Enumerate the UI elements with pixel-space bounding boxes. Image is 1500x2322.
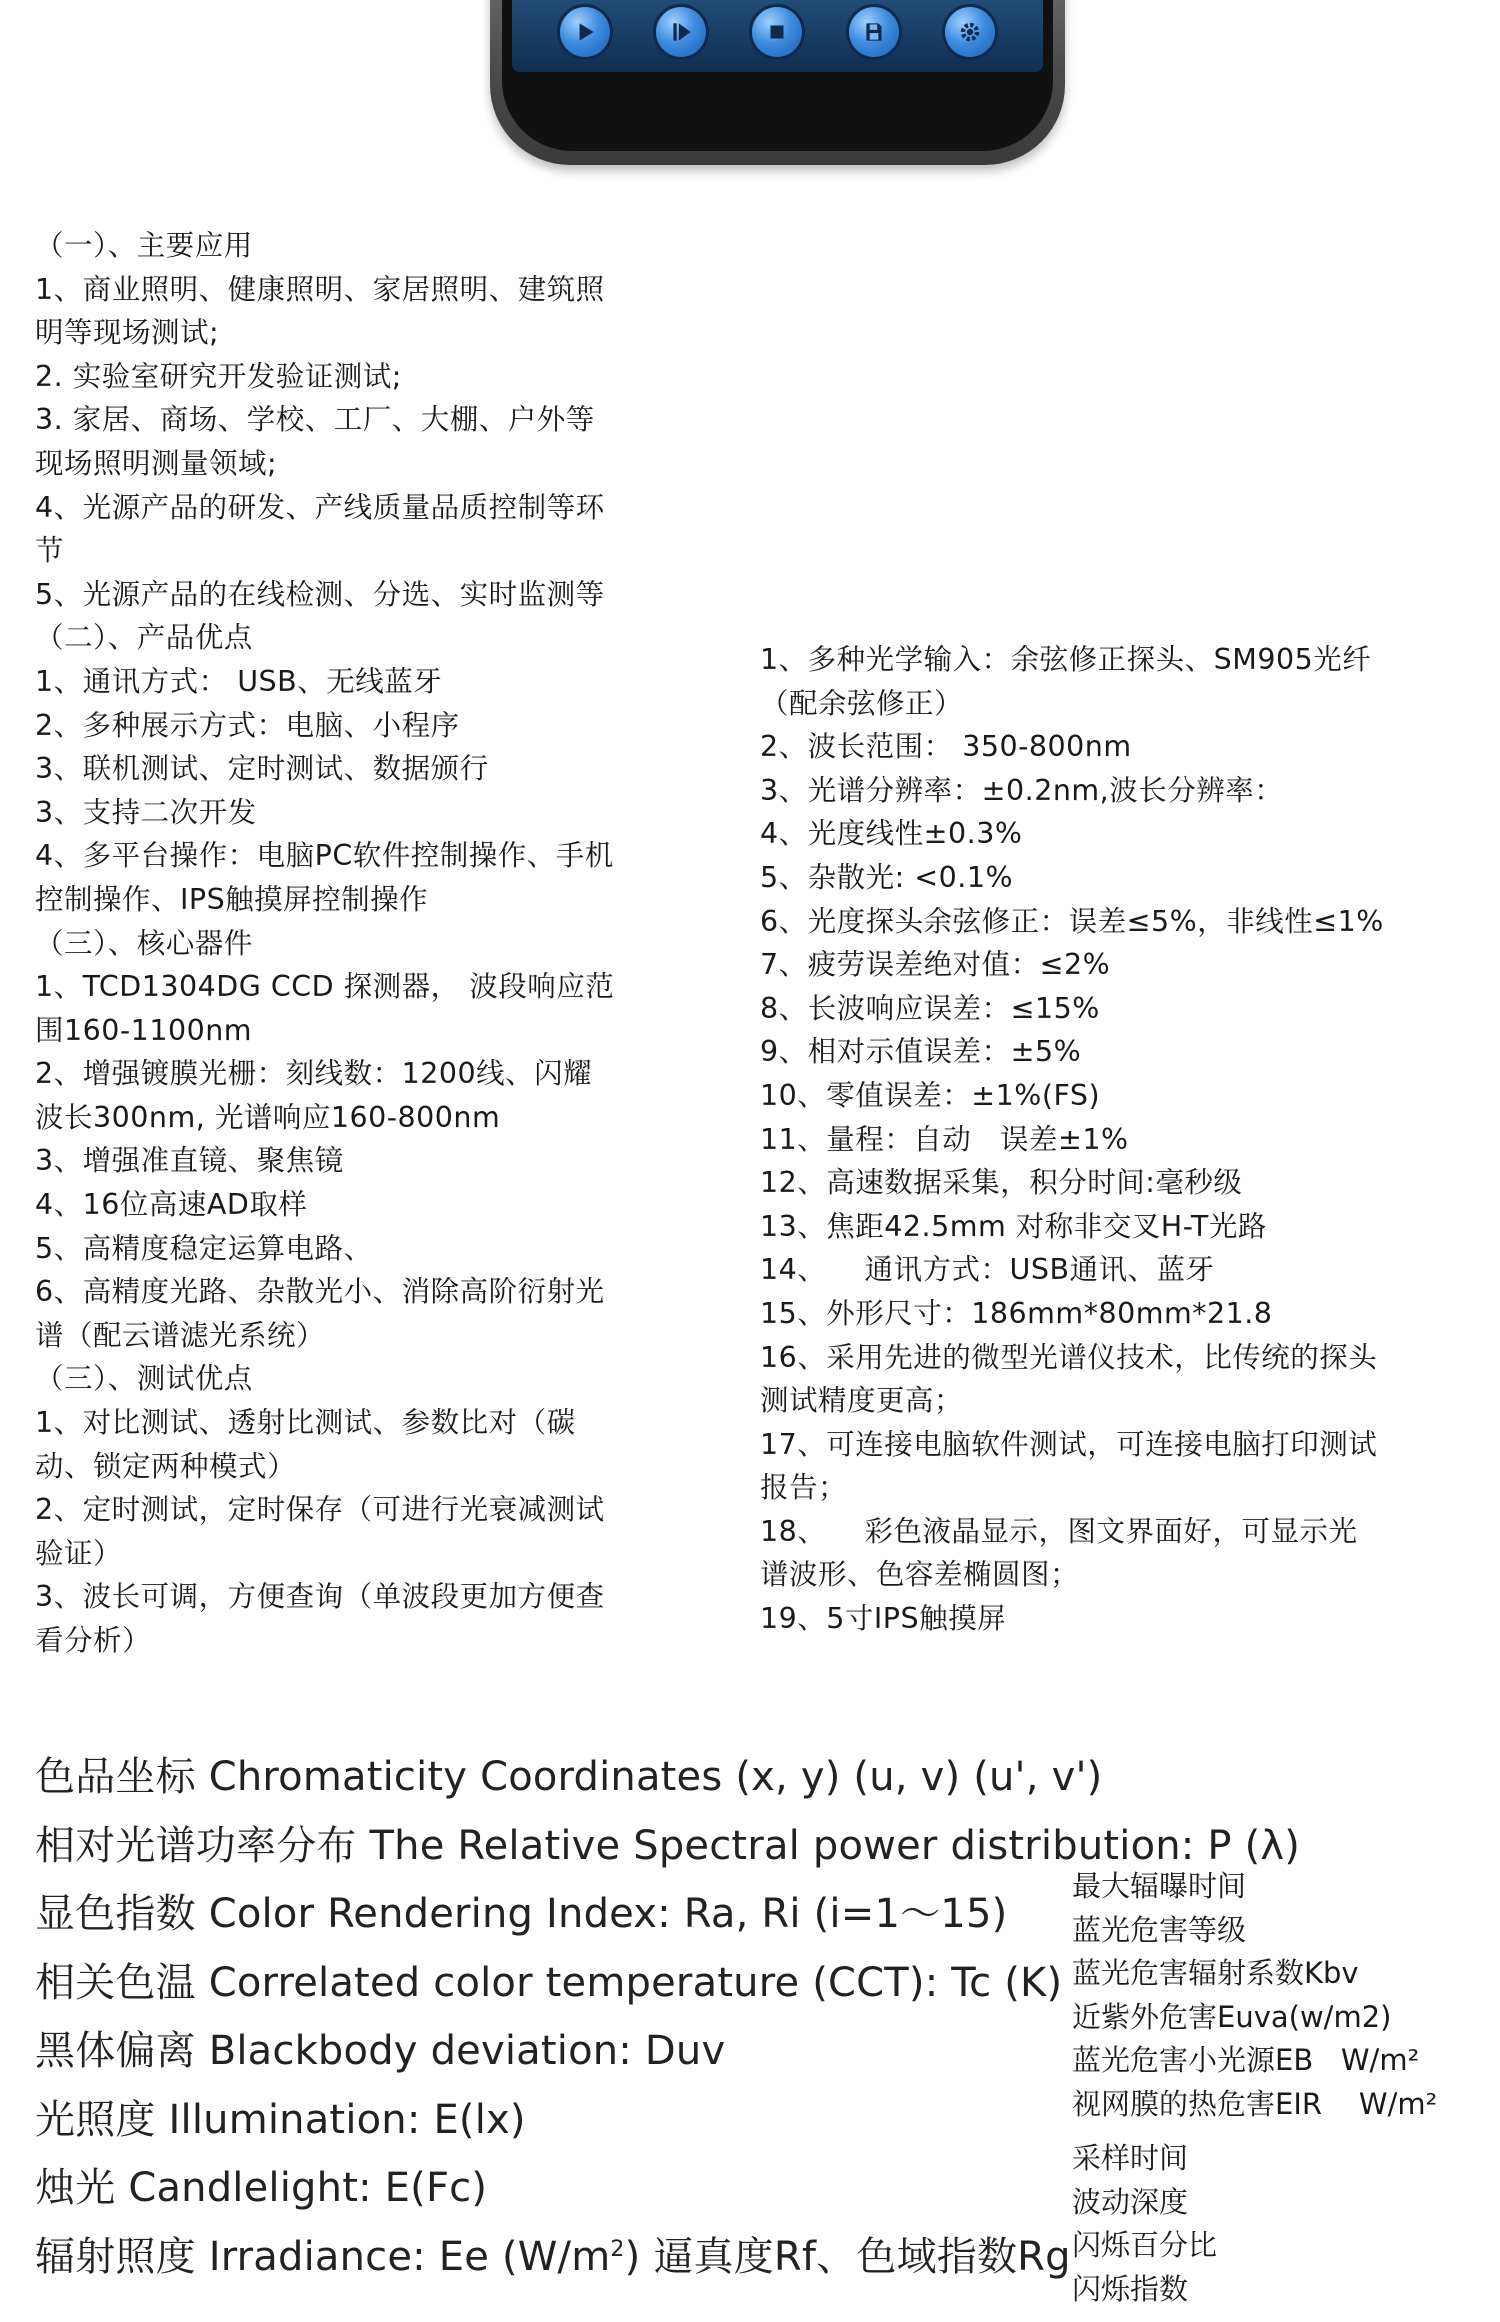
text-line: 1、TCD1304DG CCD 探测器， 波段响应范 xyxy=(35,970,615,1004)
text-line: 报告； xyxy=(760,1471,848,1505)
text-line: 看分析） xyxy=(35,1624,152,1657)
flicker-parameters-list xyxy=(1072,2137,1482,2311)
parameter-line: 烛光 Candlelight: E(Fc) xyxy=(35,2165,488,2211)
side-item: 闪烁百分比 xyxy=(1072,2228,1218,2263)
settings-gear-icon[interactable] xyxy=(942,4,998,60)
text-line: 2. 实验室研究开发验证测试; xyxy=(35,359,402,393)
text-line: 9、相对示值误差：±5% xyxy=(760,1035,1082,1069)
text-line: 3、波长可调，方便查询（单波段更加方便查 xyxy=(35,1580,605,1614)
parameter-line: 光照度 Illumination: E(lx) xyxy=(35,2096,526,2143)
device-screen xyxy=(512,0,1043,72)
text-line: 谱波形、色容差椭圆图； xyxy=(760,1558,1080,1592)
text-line: 6、高精度光路、杂散光小、消除高阶衍射光 xyxy=(35,1275,605,1309)
text-line: 1、对比测试、透射比测试、参数比对（碳 xyxy=(35,1406,576,1440)
parameter-line: 黑体偏离 Blackbody deviation: Duv xyxy=(35,2028,726,2074)
text-line: 1、通讯方式： USB、无线蓝牙 xyxy=(35,664,443,698)
text-line: （一）、主要应用 xyxy=(35,229,253,262)
text-line: 1、多种光学输入：余弦修正探头、SM905光纤 xyxy=(760,643,1372,676)
text-line: 明等现场测试; xyxy=(35,316,220,350)
parameter-line: 显色指数 Color Rendering Index: Ra, Ri (i=1～15) xyxy=(35,1891,1008,1937)
text-line: 5、杂散光: <0.1% xyxy=(760,860,1014,894)
text-line: 4、多平台操作：电脑PC软件控制操作、手机 xyxy=(35,839,614,873)
text-line: 3. 家居、商场、学校、工厂、大棚、户外等 xyxy=(35,403,595,437)
step-play-icon[interactable] xyxy=(653,4,709,60)
text-line: 3、光谱分辨率：±0.2nm,波长分辨率： xyxy=(760,773,1284,807)
parameter-line: 色品坐标 Chromaticity Coordinates (x, y) (u, v) (u', v') xyxy=(35,1754,1103,1800)
side-item: 蓝光危害小光源EB W/m² xyxy=(1072,2043,1420,2078)
text-line: 3、增强准直镜、聚焦镜 xyxy=(35,1144,344,1178)
side-item: 波动深度 xyxy=(1072,2184,1189,2219)
text-line: 测试精度更高； xyxy=(760,1384,964,1418)
text-line: 控制操作、IPS触摸屏控制操作 xyxy=(35,882,429,916)
blue-light-hazard-list xyxy=(1072,1865,1482,2127)
text-line: 11、量程：自动 误差±1% xyxy=(760,1122,1129,1156)
parameter-line: 相关色温 Correlated color temperature (CCT): Tc (K) xyxy=(35,1959,1063,2006)
text-line: （配余弦修正） xyxy=(760,686,964,720)
irradiance-prefix: 辐射照度 Irradiance: Ee (W/m xyxy=(35,2233,611,2280)
device-control-row xyxy=(512,4,1043,60)
text-line: 2、多种展示方式：电脑、小程序 xyxy=(35,708,460,742)
text-line: 18、 彩色液晶显示，图文界面好，可显示光 xyxy=(760,1514,1358,1548)
parameter-line: 相对光谱功率分布 The Relative Spectral power distribution: P (λ) xyxy=(35,1822,1301,1869)
side-item: 近紫外危害Euva(w/m2) xyxy=(1072,1999,1392,2034)
text-line: 2、定时测试，定时保存（可进行光衰减测试 xyxy=(35,1493,605,1527)
text-line: 谱（配云谱滤光系统） xyxy=(35,1318,326,1352)
text-line: 4、光度线性±0.3% xyxy=(760,817,1023,851)
save-icon[interactable] xyxy=(846,4,902,60)
specifications-right-column xyxy=(760,638,1475,1641)
text-line: 围160-1100nm xyxy=(35,1013,253,1047)
text-line: 3、联机测试、定时测试、数据颁行 xyxy=(35,752,489,786)
side-item: 采样时间 xyxy=(1072,2141,1189,2175)
side-item: 最大辐曝时间 xyxy=(1072,1869,1247,1903)
stop-icon[interactable] xyxy=(749,4,805,60)
side-item: 蓝光危害等级 xyxy=(1072,1912,1247,1947)
text-line: 2、波长范围： 350-800nm xyxy=(760,730,1132,764)
text-line: 现场照明测量领域; xyxy=(35,446,278,480)
side-item: 闪烁指数 xyxy=(1072,2271,1189,2306)
text-line: （三）、测试优点 xyxy=(35,1362,253,1396)
text-line: 波长300nm, 光谱响应160-800nm xyxy=(35,1100,501,1134)
features-left-column xyxy=(35,224,695,1663)
text-line: 节 xyxy=(35,534,65,568)
text-line: 6、光度探头余弦修正：误差≤5%，非线性≤1% xyxy=(760,904,1384,938)
text-line: 验证） xyxy=(35,1536,123,1570)
text-line: 动、锁定两种模式） xyxy=(35,1449,297,1483)
text-line: 12、高速数据采集，积分时间:毫秒级 xyxy=(760,1166,1243,1200)
text-line: 8、长波响应误差：≤15% xyxy=(760,991,1100,1025)
text-line: 15、外形尺寸：186mm*80mm*21.8 xyxy=(760,1296,1273,1330)
text-line: （二）、产品优点 xyxy=(35,621,253,655)
text-line: 2、增强镀膜光栅：刻线数：1200线、闪耀 xyxy=(35,1057,593,1091)
text-line: 5、高精度稳定运算电路、 xyxy=(35,1231,373,1265)
side-item: 蓝光危害辐射系数Kbv xyxy=(1072,1956,1359,1991)
play-icon[interactable] xyxy=(557,4,613,60)
side-item: 视网膜的热危害EIR W/m² xyxy=(1072,2086,1438,2121)
text-line: 7、疲劳误差绝对值：≤2% xyxy=(760,948,1111,982)
text-line: 13、焦距42.5mm 对称非交叉H-T光路 xyxy=(760,1209,1267,1243)
text-line: 10、零值误差：±1%(FS) xyxy=(760,1078,1101,1112)
text-line: 5、光源产品的在线检测、分选、实时监测等 xyxy=(35,577,605,611)
text-line: 4、光源产品的研发、产线质量品质控制等环 xyxy=(35,490,605,524)
spectrometer-device-image xyxy=(490,0,1065,165)
text-line: 17、可连接电脑软件测试，可连接电脑打印测试 xyxy=(760,1427,1378,1461)
text-line: 1、商业照明、健康照明、家居照明、建筑照 xyxy=(35,272,605,306)
text-line: 14、 通讯方式：USB通讯、蓝牙 xyxy=(760,1253,1215,1287)
irradiance-parameter-line xyxy=(35,2223,1075,2292)
text-line: （三）、核心器件 xyxy=(35,926,253,960)
text-line: 4、16位高速AD取样 xyxy=(35,1188,308,1222)
text-line: 16、采用先进的微型光谱仪技术，比传统的探头 xyxy=(760,1340,1378,1374)
irradiance-superscript: 2 xyxy=(610,2236,625,2262)
irradiance-suffix: ) 逼真度Rf、色域指数Rg xyxy=(624,2233,1071,2280)
text-line: 3、支持二次开发 xyxy=(35,795,257,829)
text-line: 19、5寸IPS触摸屏 xyxy=(760,1602,1007,1636)
